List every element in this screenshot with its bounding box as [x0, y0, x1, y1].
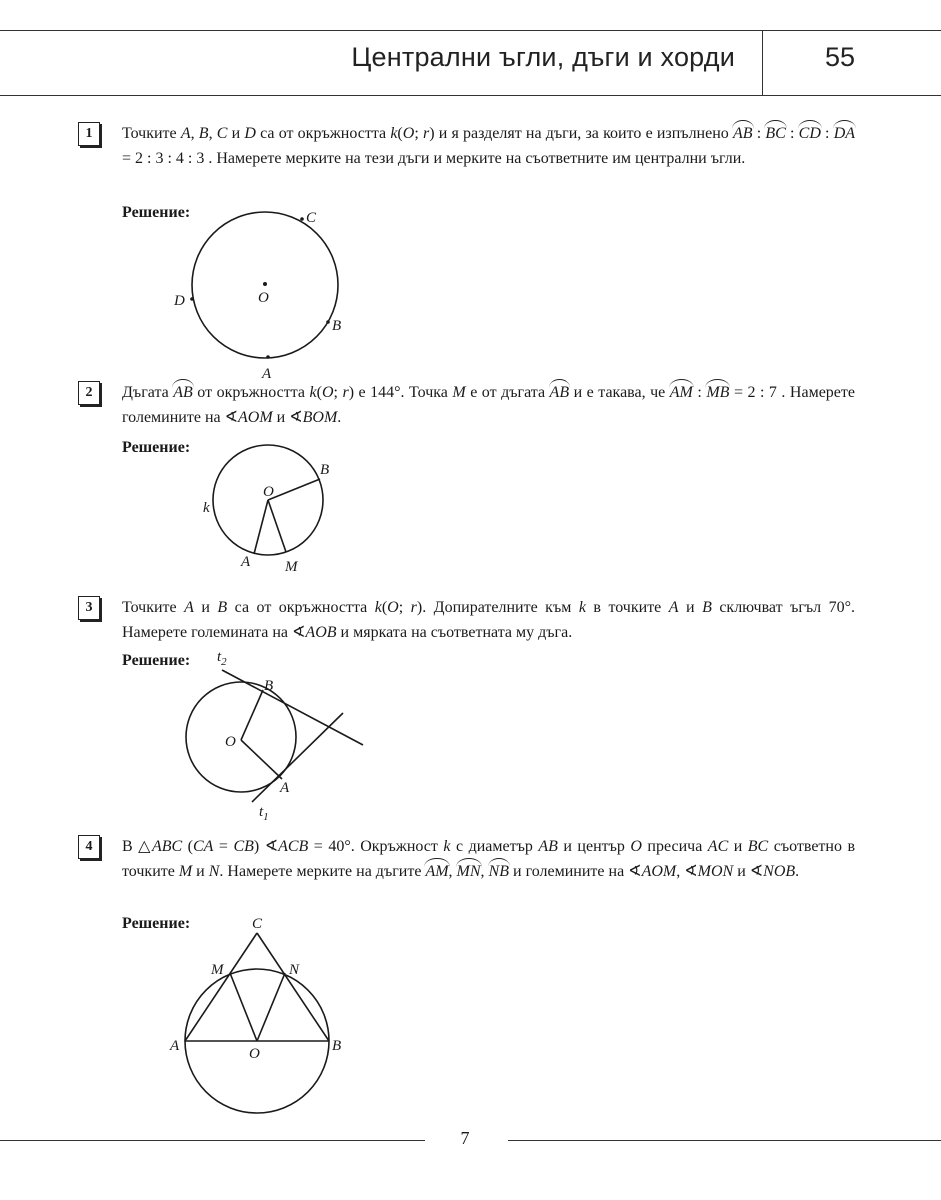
label-N: N	[289, 962, 300, 978]
label-C: C	[306, 210, 317, 226]
radius-ON	[257, 973, 285, 1041]
chapter-title: Централни ъгли, дъги и хорди	[351, 42, 735, 72]
label-A: A	[262, 366, 272, 382]
label-O: O	[225, 734, 236, 750]
side-AC	[185, 933, 257, 1041]
label-B: B	[332, 1038, 342, 1054]
problem-number: 2	[78, 381, 100, 405]
label-C: C	[252, 916, 263, 932]
label-B: B	[332, 318, 342, 334]
problem-text: Точките A и B са от окръжността k(O; r). Допирателните към k в точките A и B сключват ъгъл 70°. Намерете големината на ∢AOB и мярката на съответната му дъга.	[122, 599, 856, 641]
label-M: M	[285, 559, 298, 575]
label-t1: $t_1$	[259, 804, 269, 823]
label-M: M	[211, 962, 224, 978]
problem-text: Точките A, B, C и D са от окръжността k(O; r) и я разделят на дъги, за които е изпълнено AB : BC : CD : DA = 2 : 3 : 4 : 3 . Намерете мерките на тези дъги и мерките на съответните им централни ъгли.	[122, 125, 856, 167]
label-D: D	[174, 293, 185, 309]
problem-number: 1	[78, 122, 100, 146]
problem-number: 3	[78, 596, 100, 620]
solution-label: Решение:	[122, 915, 191, 932]
label-O: O	[258, 290, 269, 306]
solution-label: Решение:	[122, 439, 191, 456]
label-A: A	[241, 554, 251, 570]
solution-label: Решение:	[122, 652, 191, 669]
label-A: A	[280, 780, 290, 796]
label-O: O	[249, 1046, 260, 1062]
label-k: k	[203, 500, 210, 516]
footer-rule-left	[0, 1140, 425, 1141]
footer-page-number: 7	[460, 1128, 470, 1148]
problem-text: В △ABC (CA = CB) ∢ACB = 40°. Окръжност k с диаметър AB и център O пресича AC и BC съответно в точките M и N. Намерете мерките на дъгите AM, MN, NB и големините на ∢AOM, ∢MON и ∢NOB.	[122, 838, 856, 880]
label-A: A	[170, 1038, 180, 1054]
chapter-page-number: 55	[824, 42, 856, 72]
label-B: B	[264, 678, 274, 694]
label-B: B	[320, 462, 330, 478]
label-O: O	[263, 484, 274, 500]
solution-label: Решение:	[122, 204, 191, 221]
radius-OM	[230, 973, 257, 1041]
problem-text: Дъгата AB от окръжността k(O; r) е 144°. Точка M е от дъгата AB и е такава, че AM : MB = 2 : 7 . Намерете големините на ∢AOM и ∢BOM.	[122, 384, 855, 426]
label-t2: $t_2$	[217, 649, 227, 668]
side-BC	[257, 933, 329, 1041]
problem-number: 4	[78, 835, 100, 859]
footer-rule-right	[508, 1140, 941, 1141]
